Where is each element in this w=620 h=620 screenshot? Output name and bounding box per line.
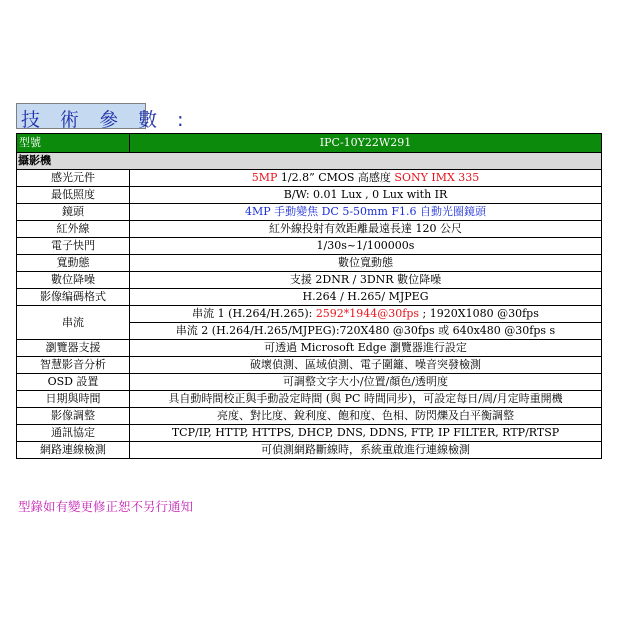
row-label: 電子快門	[17, 238, 130, 255]
section-row	[17, 153, 602, 170]
spec-title: 技 術 參 數 :	[21, 109, 191, 131]
table-row	[17, 442, 602, 459]
sensor-desc: 1/2.8” CMOS 高感度	[277, 171, 395, 184]
table-row	[17, 289, 602, 306]
table-row	[17, 187, 602, 204]
header-model: IPC-10Y22W291	[130, 134, 602, 153]
table-row	[17, 391, 602, 408]
row-value: 可透過 Microsoft Edge 瀏覽器進行設定	[130, 340, 602, 357]
row-value: 1/30s~1/100000s	[130, 238, 602, 255]
table-row	[17, 255, 602, 272]
sensor-model: SONY IMX 335	[394, 171, 480, 184]
row-label: 影像調整	[17, 408, 130, 425]
row-label: OSD 設置	[17, 374, 130, 391]
row-value: 數位寬動態	[130, 255, 602, 272]
row-label: 感光元件	[17, 170, 130, 187]
row-value: 破壞偵測、區域偵測、電子圍籬、噪音突發檢測	[130, 357, 602, 374]
disclaimer-note: 型錄如有變更修正恕不另行通知	[18, 499, 194, 514]
row-value: B/W: 0.01 Lux , 0 Lux with IR	[130, 187, 602, 204]
section-title: 攝影機	[17, 153, 602, 170]
header-label: 型號	[17, 134, 130, 153]
spec-title-box	[16, 103, 191, 131]
table-row	[17, 374, 602, 391]
table-row	[17, 306, 602, 323]
table-row	[17, 238, 602, 255]
table-row	[17, 408, 602, 425]
spec-table	[16, 133, 602, 459]
row-value: 支援 2DNR / 3DNR 數位降噪	[130, 272, 602, 289]
table-header-row	[17, 134, 602, 153]
row-value: H.264 / H.265/ MJPEG	[130, 289, 602, 306]
row-value: 具自動時間校正與手動設定時間 (與 PC 時間同步)，可設定每日/周/月定時重開機	[130, 391, 602, 408]
table-row	[17, 340, 602, 357]
row-value: TCP/IP, HTTP, HTTPS, DHCP, DNS, DDNS, FTP, IP FILTER, RTP/RTSP	[130, 425, 602, 442]
row-label: 網路連線檢測	[17, 442, 130, 459]
row-value	[130, 170, 602, 187]
stream1-prefix: 串流 1 (H.264/H.265):	[192, 307, 316, 320]
row-value: 紅外線投射有效距離最遠長達 120 公尺	[130, 221, 602, 238]
row-value	[130, 306, 602, 323]
table-row	[17, 170, 602, 187]
row-label: 數位降噪	[17, 272, 130, 289]
row-label: 通訊協定	[17, 425, 130, 442]
row-label: 紅外線	[17, 221, 130, 238]
table-row	[17, 357, 602, 374]
row-label: 鏡頭	[17, 204, 130, 221]
table-row	[17, 204, 602, 221]
row-label: 最低照度	[17, 187, 130, 204]
row-value: 可偵測網路斷線時，系統重啟進行連線檢測	[130, 442, 602, 459]
row-label: 串流	[17, 306, 130, 340]
row-value: 亮度、對比度、銳利度、飽和度、色相、防閃爍及白平衡調整	[130, 408, 602, 425]
sensor-resolution: 5MP	[251, 171, 278, 184]
row-label: 寬動態	[17, 255, 130, 272]
row-value: 串流 2 (H.264/H.265/MJPEG):720X480 @30fps 或 640x480 @30fps s	[130, 323, 602, 340]
row-label: 影像编碼格式	[17, 289, 130, 306]
row-label: 智慧影音分析	[17, 357, 130, 374]
row-value: 可調整文字大小/位置/顏色/透明度	[130, 374, 602, 391]
stream1-main-resolution: 2592*1944@30fps	[315, 307, 420, 320]
table-row	[17, 221, 602, 238]
row-value: 4MP 手動變焦 DC 5-50mm F1.6 自動光圈鏡頭	[130, 204, 602, 221]
row-label: 瀏覽器支援	[17, 340, 130, 357]
stream1-suffix: ; 1920X1080 @30fps	[419, 307, 539, 320]
table-row	[17, 425, 602, 442]
table-row	[17, 272, 602, 289]
row-label: 日期與時間	[17, 391, 130, 408]
